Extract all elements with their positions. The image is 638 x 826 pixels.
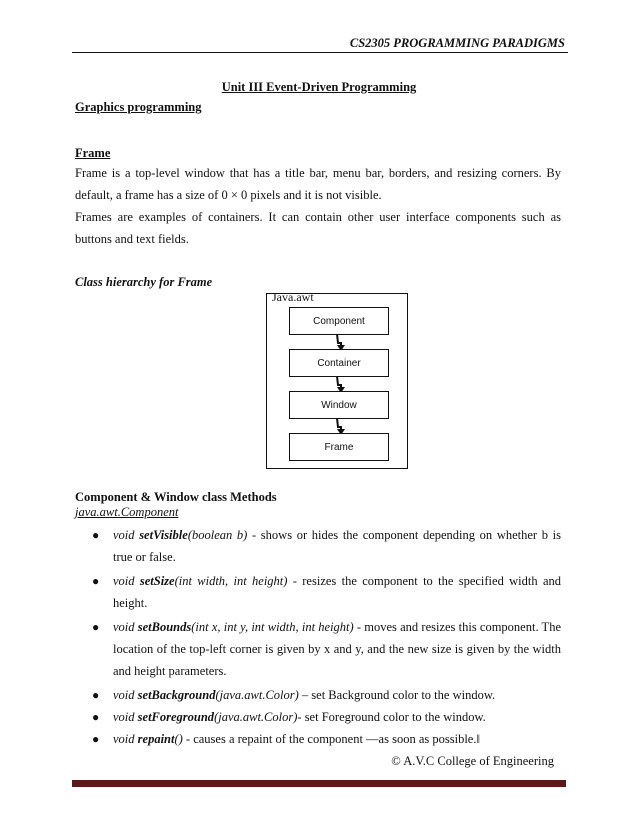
methods-heading: Component & Window class Methods (75, 490, 277, 504)
bullet-icon: ● (92, 710, 100, 724)
frame-heading: Frame (75, 146, 111, 160)
method-item (75, 570, 561, 614)
method-return-type: void (113, 528, 140, 542)
footer-copyright: © A.V.C College of Engineering (391, 754, 554, 768)
method-item (75, 684, 561, 706)
method-return-type: void (113, 574, 140, 588)
method-item (75, 728, 561, 750)
method-list (75, 524, 561, 750)
bullet-icon: ● (92, 528, 100, 542)
method-params: (int width, int height) (174, 574, 288, 588)
method-description: - resizes the component to the specified width and height. (113, 574, 562, 610)
method-description: - causes a repaint of the component ―as soon as possible.‖ (182, 732, 480, 746)
container-box: Container (289, 349, 389, 377)
method-description: - moves and resizes this component. The location of the top-left corner is given by x and y, and the new size is given by the width and height parameters. (113, 620, 561, 678)
bullet-icon: ● (92, 620, 100, 634)
bullet-icon: ● (92, 732, 100, 746)
method-return-type: void (113, 688, 138, 702)
window-box: Window (289, 391, 389, 419)
section-heading-graphics: Graphics programming (75, 100, 202, 114)
header-rule (72, 52, 568, 53)
method-item (75, 616, 561, 682)
package-label: Java.awt (272, 290, 314, 304)
method-params: () (174, 732, 183, 746)
method-name: setBounds (137, 620, 192, 634)
method-item (75, 706, 561, 728)
running-header: CS2305 PROGRAMMING PARADIGMS (349, 36, 565, 50)
frame-paragraph-1: Frame is a top-level window that has a title bar, menu bar, borders, and resizing corners. By default, a frame has a size of 0 × 0 pixels and it is not visible. (75, 166, 561, 202)
unit-title: Unit III Event-Driven Programming (221, 80, 417, 94)
method-name: repaint (137, 732, 175, 746)
method-description: - shows or hides the component depending on whether b is true or false. (113, 528, 561, 564)
frame-paragraph-2: Frames are examples of containers. It can contain other user interface components such as buttons and text fields. (75, 210, 561, 246)
method-return-type: void (113, 710, 138, 724)
class-hierarchy-heading: Class hierarchy for Frame (75, 275, 213, 289)
method-return-type: void (113, 620, 138, 634)
bullet-icon: ● (92, 574, 100, 588)
method-params: (int x, int y, int width, int height) (191, 620, 354, 634)
method-name: setVisible (139, 528, 188, 542)
bullet-icon: ● (92, 688, 100, 702)
method-item (75, 524, 561, 568)
method-params: (java.awt.Color) (215, 688, 299, 702)
frame-box: Frame (289, 433, 389, 461)
method-params: (java.awt.Color) (214, 710, 298, 724)
component-box: Component (289, 307, 389, 335)
method-name: setForeground (137, 710, 215, 724)
method-description: – set Background color to the window. (298, 688, 496, 702)
methods-subheading: java.awt.Component (75, 505, 179, 519)
method-return-type: void (113, 732, 138, 746)
method-description: - set Foreground color to the window. (297, 710, 486, 724)
method-params: (boolean b) (187, 528, 248, 542)
footer-bar (72, 780, 566, 787)
method-name: setSize (139, 574, 175, 588)
method-name: setBackground (137, 688, 216, 702)
